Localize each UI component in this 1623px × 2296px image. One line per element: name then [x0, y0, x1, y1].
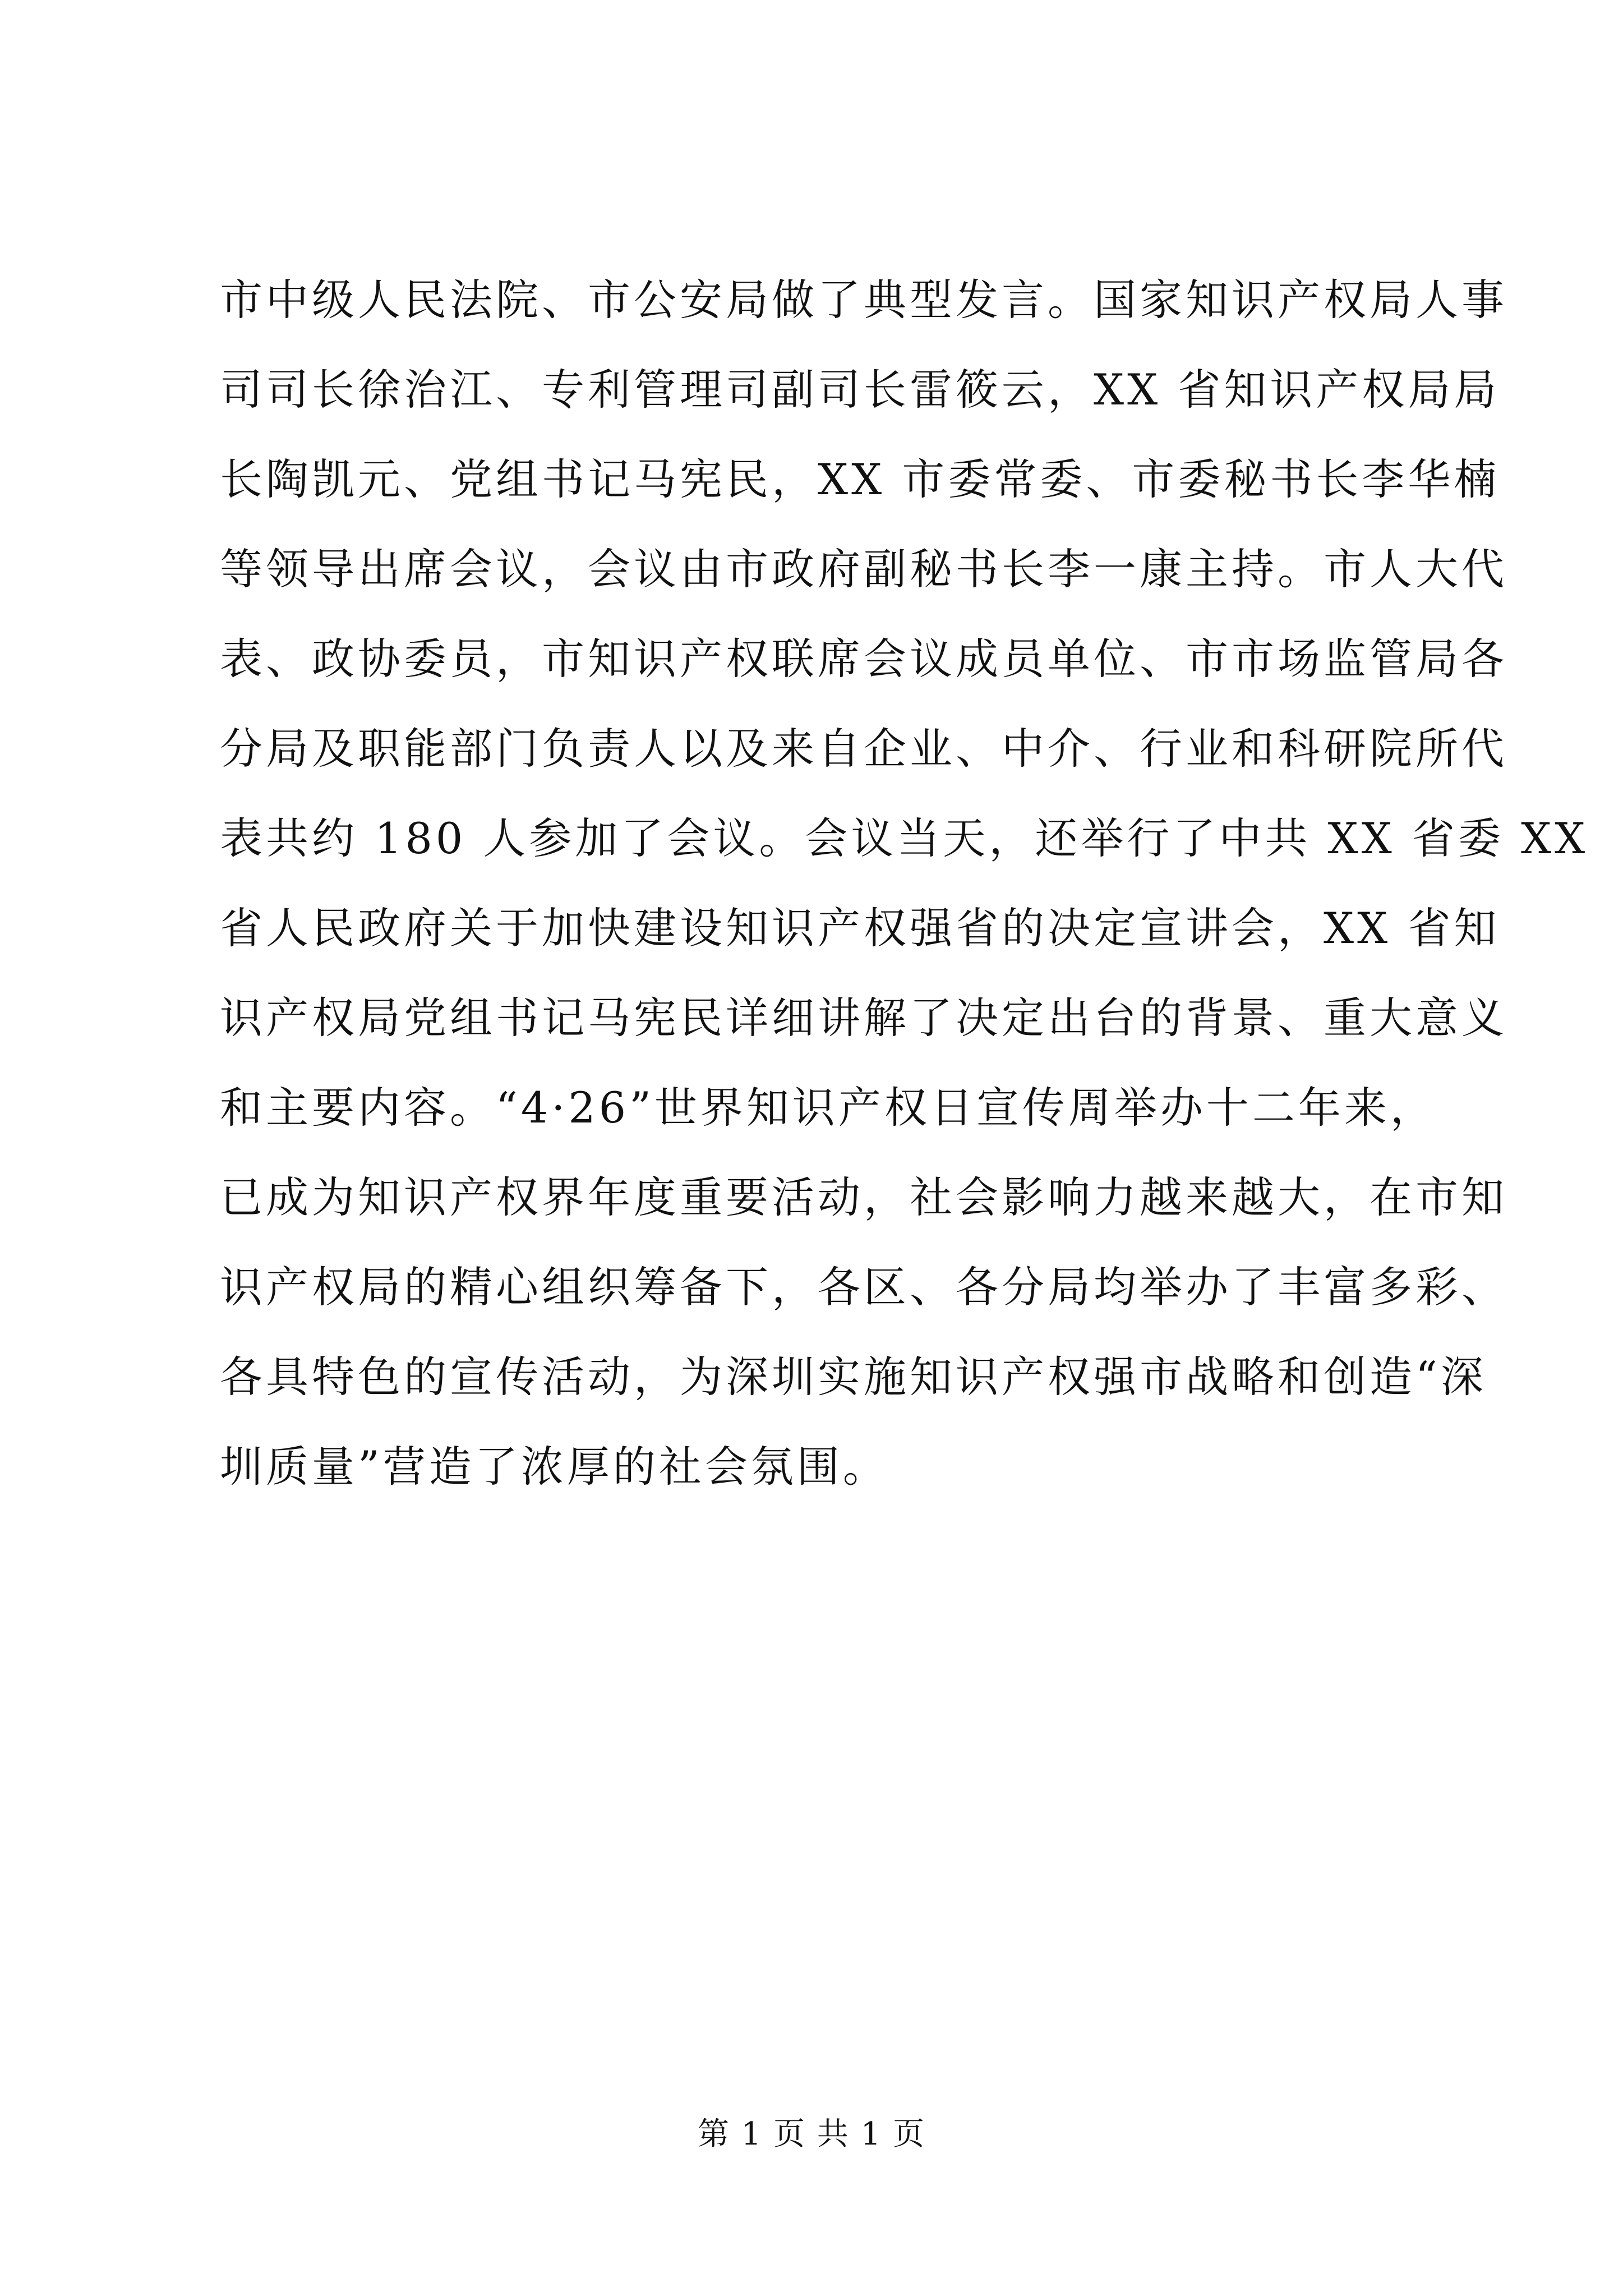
text-line: 已成为知识产权界年度重要活动，社会影响力越来越大，在市知: [220, 1172, 1507, 1222]
text-line: 表、政协委员，市知识产权联席会议成员单位、市市场监管局各: [220, 634, 1507, 684]
text-line: 等领导出席会议，会议由市政府副秘书长李一康主持。市人大代: [220, 544, 1507, 594]
text-line: 分局及职能部门负责人以及来自企业、中介、行业和科研院所代: [220, 724, 1507, 774]
text-line: 司司长徐治江、专利管理司副司长雷筱云，XX 省知识产权局局: [220, 365, 1500, 415]
text-line: 各具特色的宣传活动，为深圳实施知识产权强市战略和创造“深: [220, 1352, 1487, 1402]
text-line: 表共约 180 人参加了会议。会议当天，还举行了中共 XX 省委 XX: [220, 813, 1589, 863]
text-line: 市中级人民法院、市公安局做了典型发言。国家知识产权局人事: [220, 275, 1507, 325]
text-line: 和主要内容。“4·26”世界知识产权日宣传周举办十二年来，: [220, 1083, 1436, 1133]
text-line: 识产权局党组书记马宪民详细讲解了决定出台的背景、重大意义: [220, 993, 1507, 1043]
text-line: 识产权局的精心组织筹备下，各区、各分局均举办了丰富多彩、: [220, 1262, 1507, 1312]
text-line: 圳质量”营造了浓厚的社会氛围。: [220, 1442, 889, 1492]
document-body: [220, 255, 1589, 1512]
page-number: 第 1 页 共 1 页: [697, 2116, 926, 2152]
text-line: 省人民政府关于加快建设知识产权强省的决定宣讲会，XX 省知: [220, 903, 1500, 953]
text-line: 长陶凯元、党组书记马宪民，XX 市委常委、市委秘书长李华楠: [220, 454, 1500, 504]
